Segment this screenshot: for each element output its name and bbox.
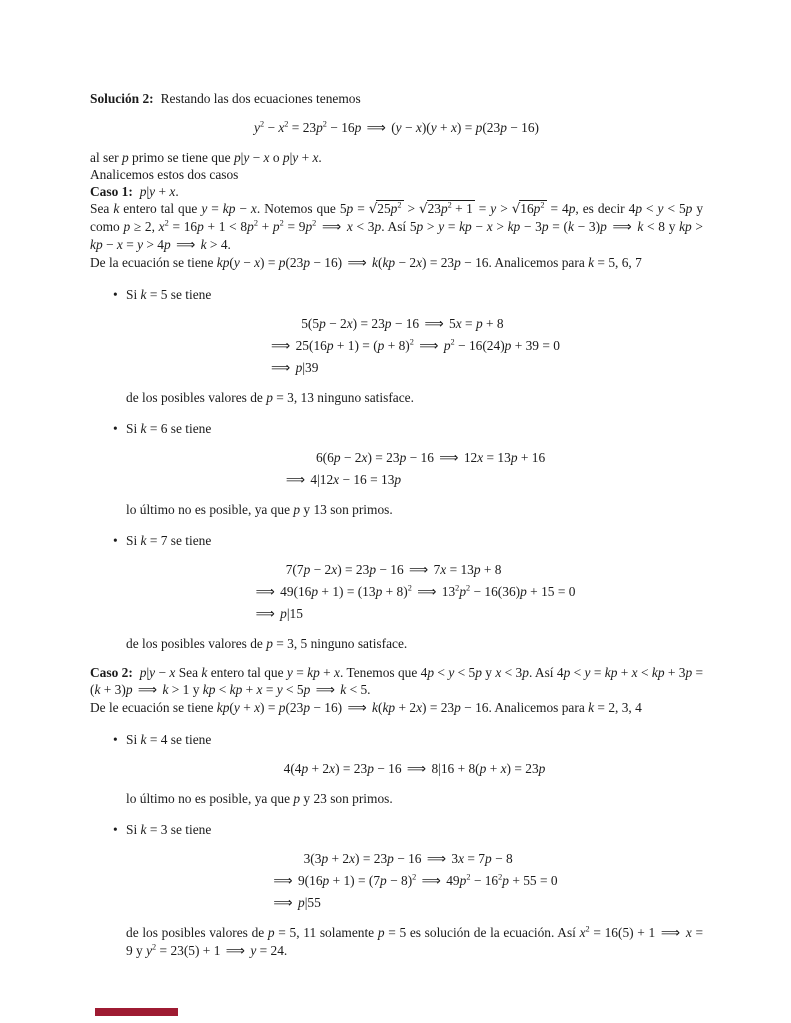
bullet-marker: • — [113, 287, 118, 302]
bullet-item-k4 — [113, 731, 703, 807]
bullet-item-k7 — [113, 532, 703, 652]
bullet-head-k4: Si k = 4 se tiene — [126, 732, 212, 747]
document-page — [90, 90, 703, 960]
equation-block-k3: 3(3p + 2x) = 23p − 16 ⟹ 3x = 7p − 8 ⟹ $9(16p + 1) = (7p - 8)^2$ ⟹ $49p^2 - 16^2p + 55 = 0$ ⟹ p|55 — [273, 851, 558, 911]
case1-equation-setup: De la ecuación se tiene kp(y − x) = p(23p − 16) ⟹ k(kp − 2x) = 23p − 16. Analicemos para k = 5, 6, 7 — [90, 255, 642, 271]
bullet-item-k6 — [113, 420, 703, 518]
bullet-marker: • — [113, 822, 118, 837]
bullet-marker: • — [113, 533, 118, 548]
bullet-content — [126, 821, 703, 960]
case2-equation-setup: De le ecuación se tiene kp(y + x) = p(23p − 16) ⟹ k(kp + 2x) = 23p − 16. Analicemos para k = 2, 3, 4 — [90, 700, 642, 716]
bullet-note-k7: de los posibles valores de p = 3, 5 ninguno satisface. — [126, 636, 408, 651]
bullet-head-k7: Si k = 7 se tiene — [126, 533, 212, 548]
case1-body: Sea k entero tal que y = kp − x. Notemos que $5p = √25p^2 > √23p^2 + 1 = y > √16p^2 = 4p$, es decir 4p < y < 5p y como p ≥ 2, $x^2 = 16p + 1 < 8p^2 + p^2 = 9p^2$ ⟹ x < 3p. Así 5p > y = kp − x > kp − 3p = (k − 3)p ⟹ k < 8 y kp > kp − x = y > 4p ⟹ k > 4. — [90, 200, 704, 253]
paragraph-analyze-cases: Analicemos estos dos casos — [90, 167, 239, 182]
bullet-note-k5: de los posibles valores de p = 3, 13 ninguno satisface. — [126, 390, 414, 405]
case2-heading: Caso 2: p|y − x Sea k entero tal que y = kp + x. Tenemos que 4p < y < 5p y x < 3p. Así 4p < y = kp + x < kp + 3p = (k + 3)p ⟹ k > 1 y kp < kp + x = y < 5p ⟹ k < 5. — [90, 665, 704, 698]
bullet-head-k3: Si k = 3 se tiene — [126, 822, 212, 837]
bullet-head-k5: Si k = 5 se tiene — [126, 287, 212, 302]
equation-block-k7: 7(7p − 2x) = 23p − 16 ⟹ 7x = 13p + 8 ⟹ $49(16p + 1) = (13p + 8)^2$ ⟹ $13^2p^2 - 16(36)p + 15 = 0$ ⟹ p|15 — [255, 562, 576, 622]
bullet-item-k3 — [113, 821, 703, 960]
bullet-note-k3: de los posibles valores de p = 5, 11 solamente p = 5 es solución de la ecuación. Así $x^2 = 16(5) + 1$ ⟹ x = 9 y $y^2 = 23(5) + 1$ ⟹ y = 24. — [126, 924, 704, 959]
solution-heading: Solución 2: Restando las dos ecuaciones tenemos — [90, 91, 361, 106]
bullet-content — [126, 532, 703, 652]
red-annotation-bar — [95, 1008, 178, 1016]
bullet-marker: • — [113, 421, 118, 436]
bullet-content — [126, 286, 703, 406]
paragraph-prime-divisibility: al ser p primo se tiene que p|y − x o p|y + x. — [90, 150, 322, 165]
bullet-note-k6: lo último no es posible, ya que p y 13 son primos. — [126, 502, 393, 517]
main-equation-block: $y^2 - x^2 = 23p^2 - 16p$ ⟹ (y − x)(y + x) = p(23p − 16) — [253, 119, 539, 136]
equation-block-k6: 6(6p − 2x) = 23p − 16 ⟹ 12x = 13p + 16 ⟹ 4|12x − 16 = 13p — [285, 450, 546, 488]
case1-heading: Caso 1: p|y + x. — [90, 184, 179, 199]
bullet-content — [126, 420, 703, 518]
bullet-item-k5 — [113, 286, 703, 406]
bullet-content — [126, 731, 703, 807]
equation-block-k5: 5(5p − 2x) = 23p − 16 ⟹ 5x = p + 8 ⟹ $25(16p + 1) = (p + 8)^2$ ⟹ $p^2 - 16(24)p + 39 = 0$ ⟹ p|39 — [271, 316, 560, 376]
equation-block-k4: 4(4p + 2x) = 23p − 16 ⟹ 8|16 + 8(p + x) = 23p — [283, 761, 546, 777]
bullet-head-k6: Si k = 6 se tiene — [126, 421, 212, 436]
bullet-note-k4: lo último no es posible, ya que p y 23 son primos. — [126, 791, 393, 806]
bullet-marker: • — [113, 732, 118, 747]
